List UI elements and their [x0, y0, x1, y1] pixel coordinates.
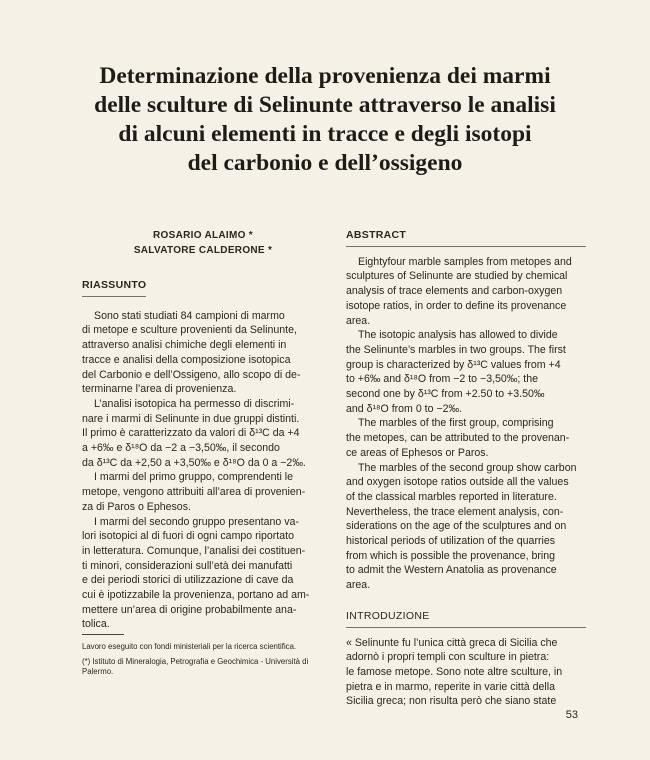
riassunto-heading: RIASSUNTO: [82, 278, 146, 297]
authors: [82, 228, 324, 258]
text-line: a +6‰ e δ¹⁸O da −2 a −3,50‰, il secondo: [82, 442, 280, 455]
text-line: e dei periodi storici di utilizzazione di cave da: [82, 574, 294, 587]
text-line: second one by δ¹³C from +2.50 to +3.50‰: [346, 388, 545, 401]
text-line: isotope ratios, in order to define its provenance: [346, 299, 567, 312]
text-line: I marmi del primo gruppo, comprendenti le: [94, 471, 294, 484]
text-line: area.: [346, 314, 371, 327]
text-line: historical periods of utilization of the quarries: [346, 535, 556, 548]
text-line: del Carbonio e dell’Ossigeno, allo scopo di de-: [82, 368, 301, 381]
text-line: L’analisi isotopica ha permesso di discrimi-: [94, 397, 295, 410]
author-name: SALVATORE CALDERONE *: [133, 245, 273, 256]
text-line: to +6‰ and δ¹⁸O from −2 to −3,50‰; the: [346, 373, 539, 386]
text-line: pietra e in marmo, reperite in varie città della: [346, 680, 556, 693]
introduzione-body: [346, 636, 586, 710]
title-line: delle sculture di Selinunte attraverso le analisi: [94, 92, 556, 118]
text-line: attraverso analisi chimiche degli elementi in: [82, 339, 287, 352]
abstract-heading: ABSTRACT: [346, 228, 586, 247]
text-line: The marbles of the second group show carbon: [358, 461, 577, 474]
title-line: Determinazione della provenienza dei marmi: [99, 63, 551, 89]
text-line: The marbles of the first group, comprising: [358, 417, 554, 430]
text-line: za di Paros o Ephesos.: [82, 500, 191, 513]
title-line: di alcuni elementi in tracce e degli isotopi: [118, 121, 532, 147]
left-column: [82, 228, 324, 632]
text-line: tolica.: [82, 618, 110, 631]
text-line: metope, vengono attribuiti all’area di provenien-: [82, 486, 306, 499]
text-line: terminarne l’area di provenienza.: [82, 383, 237, 396]
text-line: Il primo è caratterizzato da valori di δ¹³C da +4: [82, 427, 300, 440]
text-line: I marmi del secondo gruppo presentano va-: [94, 515, 299, 528]
text-line: adornò i propri templi con sculture in pietra:: [346, 651, 550, 664]
text-line: ce areas of Ephesos or Paros.: [346, 446, 489, 459]
riassunto-body: [82, 309, 324, 632]
text-line: analysis of trace elements and carbon-oxygen: [346, 285, 563, 298]
text-line: le famose metope. Sono note altre sculture, in: [346, 665, 563, 678]
text-line: Sono stati studiati 84 campioni di marmo: [94, 309, 285, 322]
right-column: [346, 228, 586, 709]
text-line: from which is possible the provenance, bring: [346, 549, 556, 562]
footnotes: [82, 634, 322, 682]
text-line: lori isotopici al di fuori di ogni campo riportato: [82, 530, 294, 543]
article-title: [60, 62, 590, 178]
footnote-affiliation: (*) Istituto di Mineralogia, Petrografia e Geochimica - Università di Palermo.: [82, 656, 309, 676]
text-line: the metopes, can be attributed to the provenan-: [346, 432, 570, 445]
text-line: sculptures of Selinunte are studied by chemical: [346, 270, 568, 283]
text-line: di metope e sculture provenienti da Selinunte,: [82, 324, 297, 337]
author-name: ROSARIO ALAIMO *: [153, 230, 253, 241]
text-line: nare i marmi di Selinunte in due gruppi distinti.: [82, 412, 300, 425]
text-line: « Selinunte fu l’unica città greca di Sicilia che: [346, 636, 558, 649]
page-number: 53: [565, 709, 578, 721]
text-line: Sicilia greca; non risulta però che siano state: [346, 695, 557, 708]
text-line: cui è ipotizzabile la provenienza, portano ad am-: [82, 589, 310, 602]
text-line: mettere un’area di origine probabilmente ana-: [82, 603, 297, 616]
text-line: area.: [346, 579, 371, 592]
text-line: ti minori, considerazioni sull’età dei manufatti: [82, 559, 293, 572]
text-line: and δ¹⁸O from 0 to −2‰.: [346, 402, 463, 415]
footnote-rule: [82, 634, 124, 635]
text-line: group is characterized by δ¹³C values from +4: [346, 358, 561, 371]
text-line: and oxygen isotope ratios outside all the values: [346, 476, 569, 489]
title-line: del carbonio e dell’ossigeno: [187, 150, 463, 176]
text-line: to admit the Western Anatolia as provenance: [346, 564, 557, 577]
text-line: da δ¹³C da +2,50 a +3,50‰ e δ¹⁸O da 0 a −2‰.: [82, 456, 306, 469]
footnote-funding: Lavoro eseguito con fondi ministeriali per la ricerca scientifica.: [82, 642, 297, 651]
text-line: the Selinunte’s marbles in two groups. The first: [346, 343, 566, 356]
text-line: tracce e analisi della composizione isotopica: [82, 353, 291, 366]
introduzione-heading: INTRODUZIONE: [346, 609, 586, 628]
text-line: The isotopic analysis has allowed to divide: [358, 329, 558, 342]
text-line: in letteratura. Comunque, l’analisi dei costituen-: [82, 544, 306, 557]
text-line: Eightyfour marble samples from metopes and: [358, 255, 572, 268]
text-line: siderations on the age of the sculptures and on: [346, 520, 567, 533]
text-line: of the classical marbles reported in literature.: [346, 490, 557, 503]
abstract-body: [346, 255, 586, 593]
text-line: Nevertheless, the trace element analysis, con-: [346, 505, 564, 518]
